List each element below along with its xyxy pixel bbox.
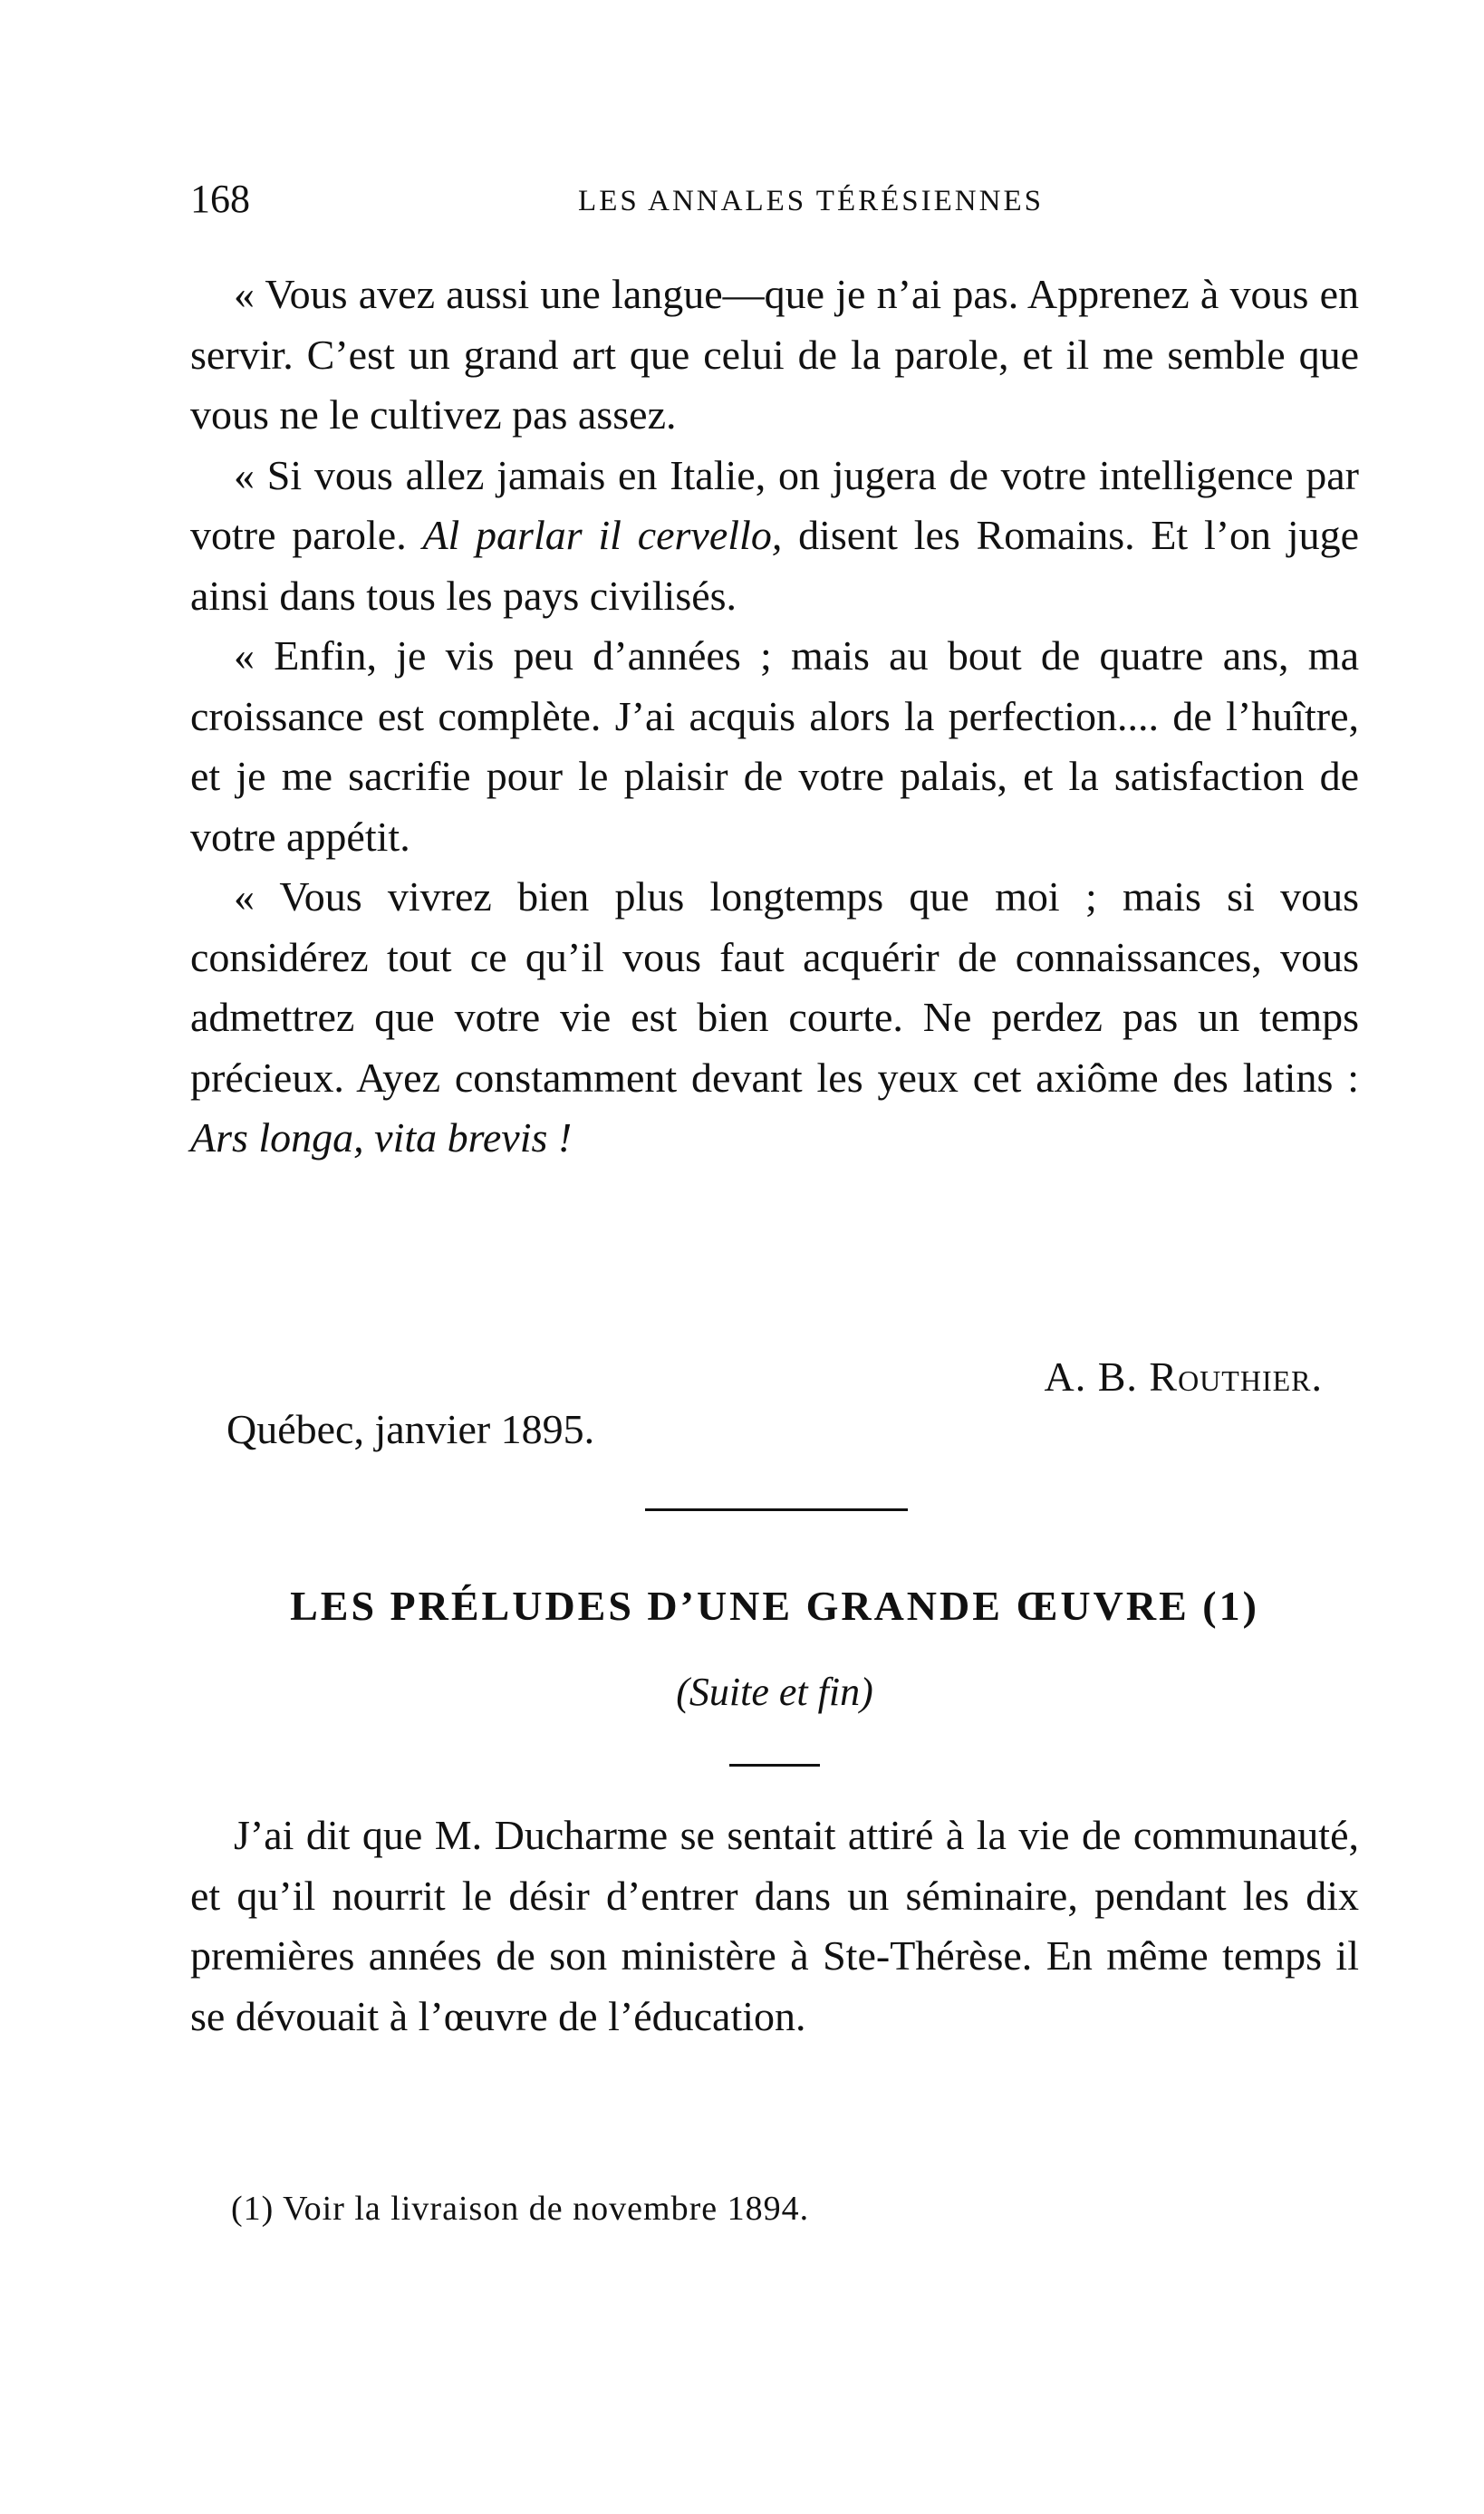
text-segment: « Si vous allez jamais en Italie, on jugera de votre intelligence par votre parole.	[190, 451, 1359, 558]
text-segment: « Enfin, je vis peu d’années ; mais au bout de quatre ans, ma croissance est complète. J’ai acquis alors la perfection.... de l’huître, et je me sacrifie pour le plaisir de votre palais, et la satisfaction de votre appétit.	[190, 632, 1359, 860]
footnote: (1) Voir la livraison de novembre 1894.	[231, 2190, 810, 2228]
section-subtitle: (Suite et fin)	[676, 1670, 873, 1714]
short-divider	[729, 1764, 820, 1767]
article-body	[190, 1806, 1359, 2047]
signature-surname: Routhier.	[1149, 1353, 1323, 1400]
page-number: 168	[190, 177, 250, 221]
signature-initials: A. B.	[1044, 1353, 1150, 1400]
letter-paragraph	[190, 626, 1359, 867]
text-segment: « Vous avez aussi une langue—que je n’ai pas. Apprenez à vous en servir. C’est un grand art que celui de la parole, et il me semble que vous ne le cultivez pas assez.	[190, 271, 1359, 438]
italic-latin-phrase: Ars longa, vita brevis !	[190, 1114, 573, 1161]
letter-body	[190, 265, 1359, 1169]
page-header	[190, 172, 1359, 236]
text-segment: « Vous vivrez bien plus longtemps que moi ; mais si vous considérez tout ce qu’il vous faut acquérir de connaissances, vous admettrez que votre vie est bien courte. Ne perdez pas un temps précieux. Ayez constamment devant les yeux cet axiôme des latins :	[190, 873, 1359, 1101]
section-title: LES PRÉLUDES D’UNE GRANDE ŒUVRE (1)	[290, 1583, 1259, 1629]
letter-paragraph	[190, 265, 1359, 446]
place-date: Québec, janvier 1895.	[226, 1406, 595, 1452]
article-paragraph	[190, 1806, 1359, 2047]
section-divider	[645, 1508, 908, 1511]
text-segment: J’ai dit que M. Ducharme se sentait attiré à la vie de communauté, et qu’il nourrit le désir d’entrer dans un séminaire, pendant les dix premières années de son ministère à Ste-Thérèse. En même temps il se dévouait à l’œuvre de l’éducation.	[190, 1812, 1359, 2039]
letter-paragraph	[190, 446, 1359, 627]
letter-paragraph	[190, 867, 1359, 1169]
author-signature	[1044, 1347, 1323, 1407]
text-segment: disent les Romains. Et l’on juge ainsi dans tous les pays civilisés.	[190, 512, 1359, 619]
running-head: LES ANNALES TÉRÉSIENNES	[578, 185, 1044, 217]
italic-latin-phrase: Al parlar il cervello,	[422, 512, 783, 558]
